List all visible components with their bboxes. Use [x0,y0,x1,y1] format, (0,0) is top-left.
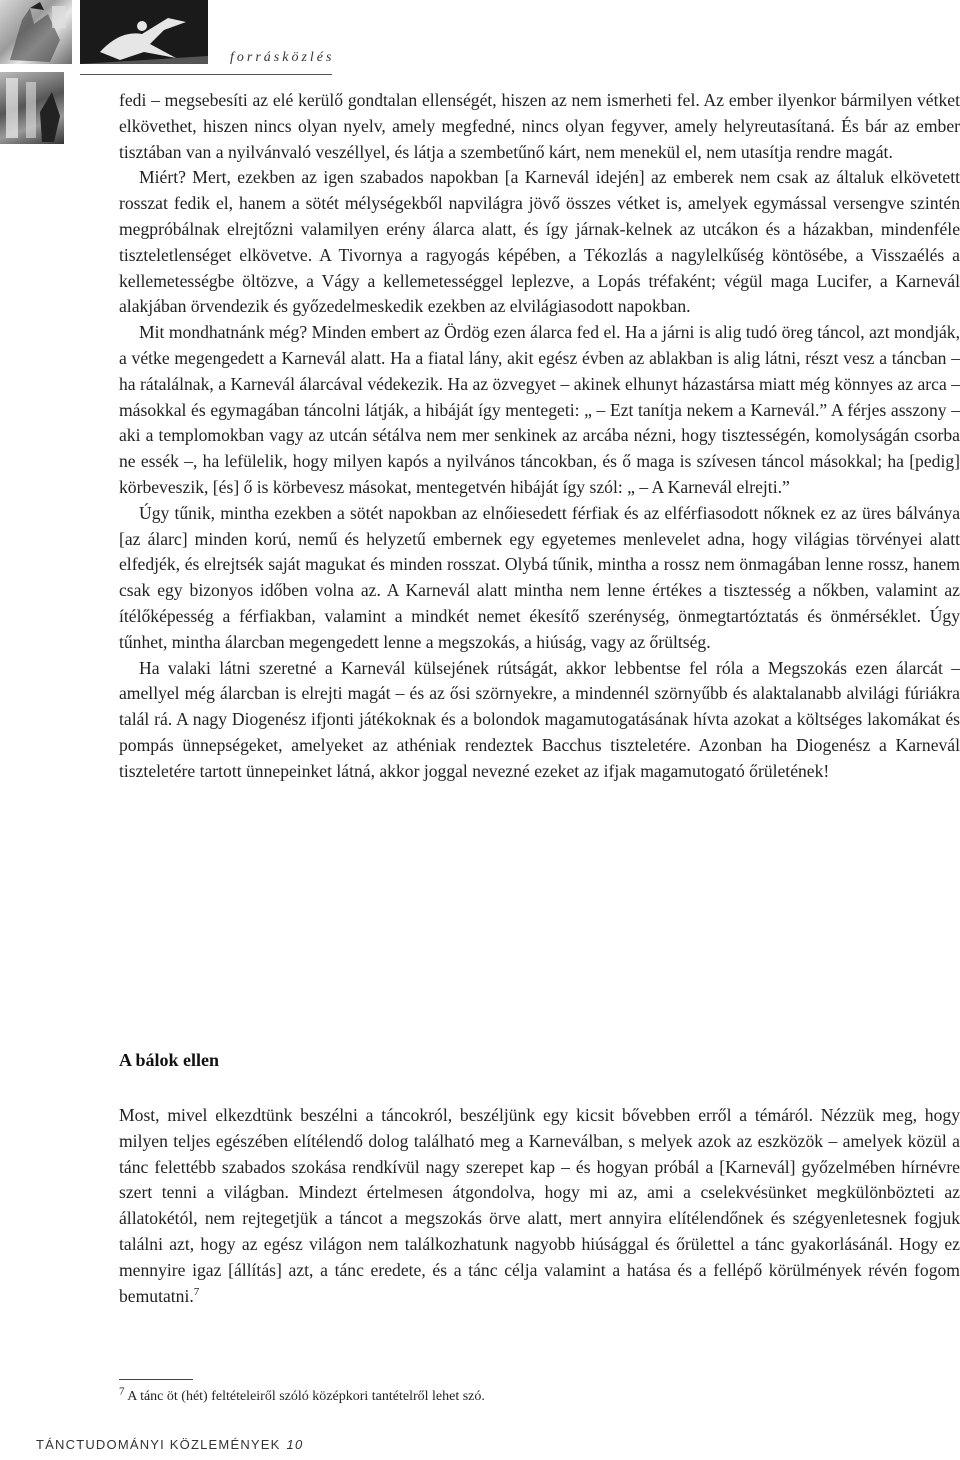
footnote-reference[interactable]: 7 [193,1285,200,1298]
paragraph-1: fedi – megsebesíti az elé kerülő gondtalan ellenségét, hiszen az nem ismerheti fel. Az ember ilyenkor bármilyen vétket elkövethet, hiszen nincs olyan nyelv, amely megfedné, nincs olyan fegyver, amely helyreutasítaná. És bár az ember tisztában van a nyilvánvaló veszéllyel, és látja a szembetűnő kárt, nem menekül el, nem utasítja rendre magát. [119,90,960,162]
page-footer [36,1437,303,1452]
paragraph-5: Ha valaki látni szeretné a Karnevál külsejének rútságát, akkor lebbentse fel róla a Megszokás ezen álarcát – amellyel még álarcban is elrejti magát – és az ősi szörnyekre, a mindennél szörnyűbb és alaktalanabb alvilági fúriákra talál rá. A nagy Diogenész ifjonti játékoknak és a bolondok magamutogatásának hívta azokat a költséges lakomákat és pompás ünnepségeket, amelyeket az athéniak rendeztek Bacchus tiszteletére. Azonban ha Diogenész a Karnevál tiszteletére tartott ünnepeinket látná, akkor joggal nevezné ezeket az ifjak magamutogató őrületének! [119,657,960,781]
header-photo-dancer-silhouette [80,0,208,64]
paragraph-3: Mit mondhatnánk még? Minden embert az Ördög ezen álarca fed el. Ha a járni is alig tudó öreg táncol, azt mondják, a vétke megengedett a Karnevál alatt. Ha a fiatal lány, akit egész évben az ablakban is alig látni, részt vesz a táncban – ha rátalálnak, a Karnevál álarcával védekezik. Ha az özvegyet – akinek elhunyt házastársa miatt még könnyes az arca – másokkal és egymagában táncolni látják, a hibáját így mentegeti: „ – Ezt tanítja nekem a Karnevál.” A férjes asszony – aki a templomokban vagy az utcán sétálva nem mer senkinek az arcába nézni, hogy tisztességén, komolyságán csorba ne essék –, ha lefülelik, hogy milyen kapós a nyilvános táncokban, és ő maga is szívesen táncol másokkal; ha [pedig] körbeveszik, [és] ő is körbevesz másokat, mentegetvén hibáját így szól: „ – A Karnevál elrejti.” [119,322,960,497]
paragraph-4: Úgy tűnik, mintha ezekben a sötét napokban az elnőiesedett férfiak és az elférfiasodott nőknek ez az üres bálványa [az álarc] minden korú, nemű és helyzetű embernek egy egyetemes menlevelet adna, hogy világias törvényei alatt elfedjék, és elrejtsék saját magukat és minden rosszat. Olybá tűnik, mintha a rossz nem önmagában lenne rossz, hanem csak egy bizonyos időben volna az. A Karnevál alatt mintha nem lenne értékes a tisztesség a nőkben, valamint az ítélőképesség a férfiakban, valamint a mindkét nemet ékesítő szerénység, önmegtartóztatás és önmérséklet. Úgy tűnhet, mintha álarcban megengedett lenne a megszokás, a hiúság, vagy az őrültség. [119,502,960,652]
header-photo-hall [0,72,64,144]
article-body [119,88,960,785]
section-heading: A bálok ellen [119,1050,220,1070]
footnote [119,1385,960,1405]
footnote-text: A tánc öt (hét) feltételeiről szóló középkori tantételről lehet szó. [127,1389,485,1404]
header-photo-dancers [0,0,72,64]
page-number: 10 [286,1437,304,1452]
paragraph-2: Miért? Mert, ezekben az igen szabados napokban [a Karnevál idején] az emberek nem csak az általuk elkövetett rosszat fedik el, hanem a sötét mélységekből napvilágra jövő összes vétket is, amelyek egymással versengve szintén megpróbálnak elrejtőzni valamilyen erény álarca alatt, és így járnak-kelnek az utcákon és a házakban, mindenféle tiszteletlenséget elkövetve. A Tivornya a ragyogás képében, a Tékozlás a nagylelkűség köntösébe, a Visszaélés a kellemetességbe öltözve, a Vágy a kellemetességgel leplezve, a Lopás tréfaként; végül maga Lucifer, a Karnevál alakjában örvendezik és győzedelmeskedik ezekben az elvilágiasodott napokban. [119,167,960,317]
section-body [119,1103,960,1309]
section-paragraph-text: Most, mivel elkezdtünk beszélni a táncokról, beszéljünk egy kicsit bővebben erről a témáról. Nézzük meg, hogy milyen teljes egészében elítélendő dolog található meg a Karneválban, s melyek azok az eszközök – amelyek közül a tánc felettébb szabados szokása rendkívül nagy szerepet kap – és hogyan próbál a [Karnevál] győzelmében hírnévre szert tenni a világban. Mindezt értelmesen átgondolva, hogy mi az, ami a cselekvésünket megkülönbözteti az állatokétól, nem rejtegetjük a táncot a megszokás örve alatt, mert annyira elítélendőnek és szégyenletesnek fogjuk találni azt, hogy az egész világon nem találkozhatunk nagyobb hiúsággal és őrülettel a tánc gyakorlásánál. Hogy ez mennyire igaz [állítás] azt, a tánc eredete, és a tánc célja valamint a hatása és a fellépő körülmények révén fogom bemutatni. [119,1105,960,1306]
journal-name: TÁNCTUDOMÁNYI KÖZLEMÉNYEK [36,1437,281,1452]
footnote-rule [119,1379,193,1380]
section-tag: forrásközlés [230,50,335,65]
section-paragraph [119,1103,960,1309]
header-rule [80,74,332,75]
footnote-number: 7 [119,1385,125,1398]
